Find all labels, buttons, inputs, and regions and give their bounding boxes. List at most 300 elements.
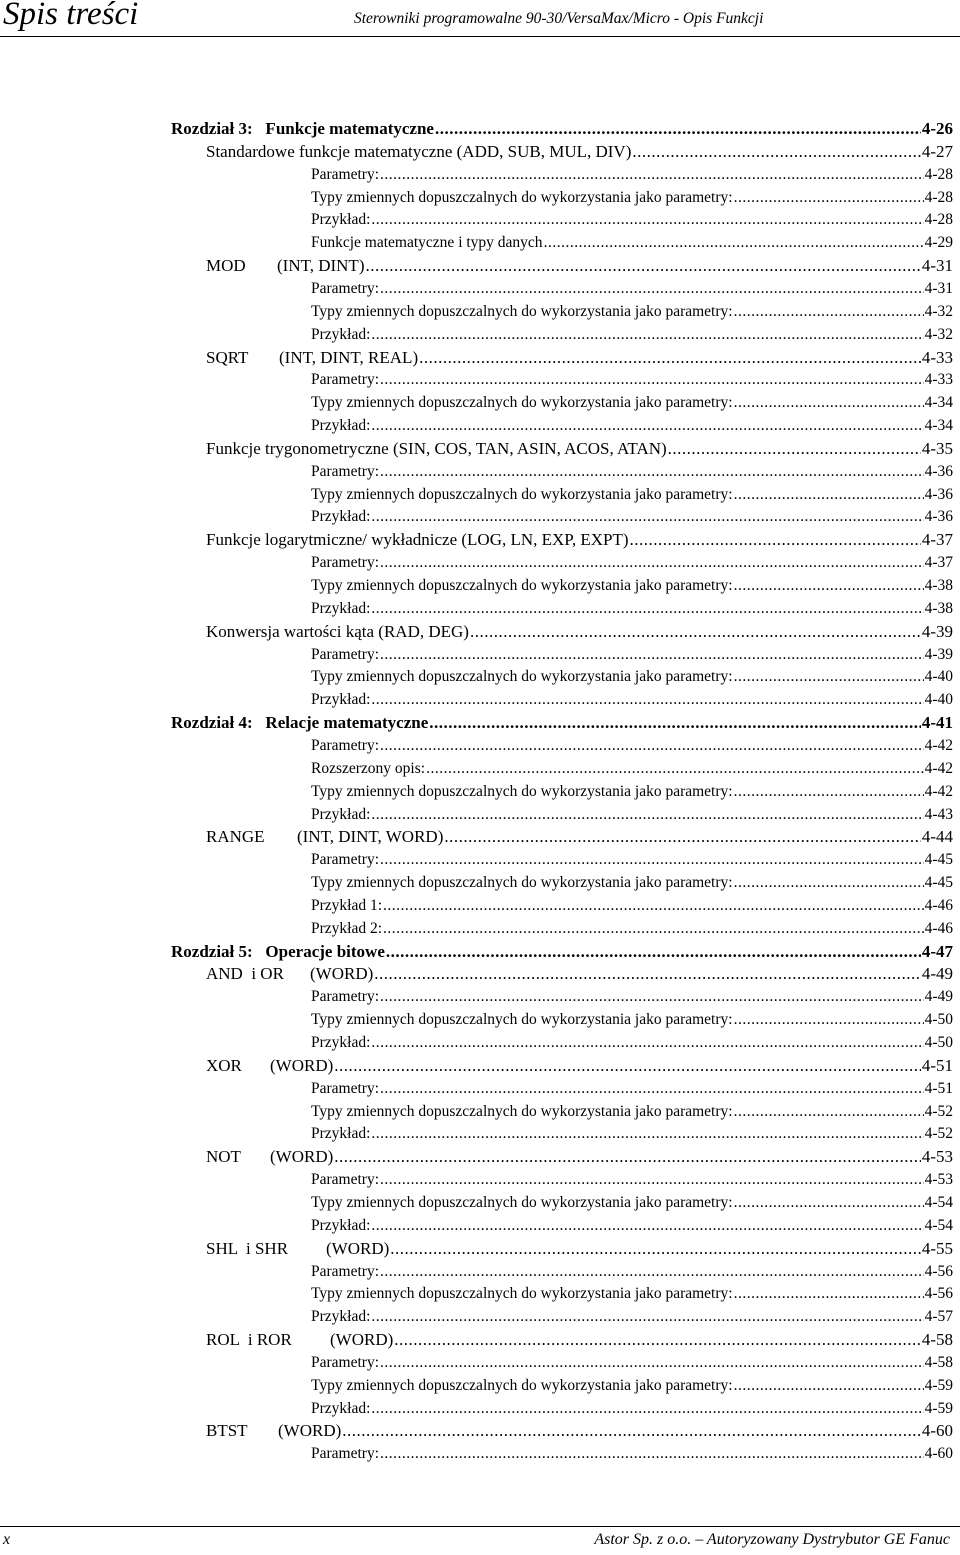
toc-entry-label xyxy=(311,1215,370,1237)
toc-page-number: 4-47 xyxy=(921,941,953,961)
toc-subsection-entry[interactable] xyxy=(311,506,953,528)
toc-subsection-entry[interactable] xyxy=(311,301,953,323)
toc-page-number: 4-27 xyxy=(921,141,953,161)
toc-subsection-entry[interactable] xyxy=(311,849,953,871)
toc-entry-label xyxy=(206,1238,389,1260)
dot-leader xyxy=(371,1032,923,1054)
toc-entry-label xyxy=(311,415,370,437)
dot-leader xyxy=(544,232,924,254)
dot-leader xyxy=(734,575,924,597)
dot-leader xyxy=(630,529,921,551)
footer-divider xyxy=(0,1526,960,1527)
dot-leader xyxy=(380,164,924,186)
toc-entry-text: Typy zmiennych dopuszczalnych do wykorzystania jako parametry: xyxy=(311,394,733,412)
toc-page-number: 4-28 xyxy=(924,165,953,183)
toc-subsection-entry[interactable] xyxy=(311,1101,953,1123)
toc-subsection-entry[interactable] xyxy=(311,735,953,757)
toc-entry-label xyxy=(311,209,370,231)
dot-leader xyxy=(371,1306,923,1328)
toc-entry-label xyxy=(206,141,631,163)
toc-page-number: 4-51 xyxy=(924,1079,953,1097)
toc-entry-label xyxy=(206,621,469,643)
toc-entry-label xyxy=(311,1123,370,1145)
toc-page-number: 4-36 xyxy=(924,462,953,480)
toc-entry-text: Rozdział 3: Funkcje matematyczne xyxy=(171,119,434,138)
toc-page-number: 4-32 xyxy=(924,302,953,320)
toc-section-entry[interactable] xyxy=(206,529,953,551)
toc-page-number: 4-31 xyxy=(924,279,953,297)
toc-entry-label xyxy=(311,301,733,323)
toc-subsection-entry[interactable] xyxy=(311,1306,953,1328)
toc-entry-text: Parametry: xyxy=(311,1079,380,1097)
toc-subsection-entry[interactable] xyxy=(311,461,953,483)
toc-entry-text: Parametry: xyxy=(311,736,380,754)
dot-leader xyxy=(734,1192,924,1214)
dot-leader xyxy=(380,1443,924,1465)
dot-leader xyxy=(435,118,921,140)
toc-entry-label xyxy=(311,1101,733,1123)
toc-entry-label xyxy=(311,1398,370,1420)
dot-leader xyxy=(371,1398,923,1420)
toc-page-number: 4-57 xyxy=(924,1308,953,1326)
toc-entry-label xyxy=(311,666,733,688)
toc-page-number: 4-59 xyxy=(924,1376,953,1394)
toc-subsection-entry[interactable] xyxy=(311,575,953,597)
toc-entry-label xyxy=(311,164,379,186)
dot-leader xyxy=(371,1215,923,1237)
toc-entry-label xyxy=(311,232,543,254)
dot-leader xyxy=(380,735,924,757)
dot-leader xyxy=(734,301,924,323)
toc-subsection-entry[interactable] xyxy=(311,1398,953,1420)
toc-subsection-entry[interactable] xyxy=(311,895,953,917)
toc-entry-label xyxy=(311,735,379,757)
dot-leader xyxy=(380,1078,924,1100)
toc-subsection-entry[interactable] xyxy=(311,415,953,437)
dot-leader xyxy=(734,1101,924,1123)
toc-page-number: 4-53 xyxy=(921,1147,953,1167)
toc-entry-text: Typy zmiennych dopuszczalnych do wykorzystania jako parametry: xyxy=(311,782,733,800)
dot-leader xyxy=(371,689,923,711)
toc-page-number: 4-56 xyxy=(924,1262,953,1280)
dot-leader xyxy=(734,1009,924,1031)
toc-entry-label xyxy=(311,1306,370,1328)
toc-entry-text: Parametry: xyxy=(311,988,380,1006)
dot-leader xyxy=(429,712,921,734)
toc-page-number: 4-54 xyxy=(924,1216,953,1234)
toc-entry-label xyxy=(206,438,667,460)
toc-entry-text: Przykład: xyxy=(311,1399,371,1417)
toc-section-entry[interactable] xyxy=(206,141,953,163)
toc-entry-text: (WORD) xyxy=(270,1055,334,1075)
toc-section-entry[interactable] xyxy=(206,963,953,985)
toc-section-entry[interactable] xyxy=(206,1420,953,1442)
dot-leader xyxy=(380,461,924,483)
toc-subsection-entry[interactable] xyxy=(311,1283,953,1305)
toc-page-number: 4-56 xyxy=(924,1285,953,1303)
toc-entry-label xyxy=(311,461,379,483)
toc-entry-label xyxy=(311,644,379,666)
toc-entry-text: Parametry: xyxy=(311,1353,380,1371)
toc-entry-text: Przykład: xyxy=(311,1125,371,1143)
toc-entry-label xyxy=(206,347,418,369)
toc-entry-text: Parametry: xyxy=(311,1445,380,1463)
toc-entry-text: Parametry: xyxy=(311,165,380,183)
toc-entry-text: (INT, DINT, REAL) xyxy=(279,347,419,367)
toc-subsection-entry[interactable] xyxy=(311,369,953,391)
dot-leader xyxy=(419,347,921,369)
toc-section-entry[interactable] xyxy=(206,621,953,643)
toc-entry-text: Typy zmiennych dopuszczalnych do wykorzystania jako parametry: xyxy=(311,577,733,594)
dot-leader xyxy=(668,438,921,460)
toc-subsection-entry[interactable] xyxy=(311,209,953,231)
toc-entry-label xyxy=(311,849,379,871)
toc-section-entry[interactable] xyxy=(206,826,953,848)
toc-entry-text: Przykład: xyxy=(311,325,371,343)
dot-leader xyxy=(632,141,920,163)
toc-subsection-entry[interactable] xyxy=(311,278,953,300)
dot-leader xyxy=(386,941,921,963)
toc-entry-text: (INT, DINT, WORD) xyxy=(297,827,444,847)
dot-leader xyxy=(383,895,924,917)
toc-entry-text: Standardowe funkcje matematyczne (ADD, SUB, MUL, DIV) xyxy=(206,141,632,161)
toc-entry-text: Parametry: xyxy=(311,371,380,389)
toc-entry-text: Przykład: xyxy=(311,599,371,617)
toc-entry-text: Konwersja wartości kąta (RAD, DEG) xyxy=(206,621,469,641)
toc-subsection-entry[interactable] xyxy=(311,232,953,254)
toc-entry-text: Rozszerzony opis: xyxy=(311,759,426,777)
toc-entry-text: Typy zmiennych dopuszczalnych do wykorzystania jako parametry: xyxy=(311,1285,733,1303)
toc-page-number: 4-59 xyxy=(924,1399,953,1417)
toc-entry-text: Przykład: xyxy=(311,1308,371,1326)
toc-page-number: 4-38 xyxy=(924,577,953,594)
toc-page-number: 4-60 xyxy=(924,1445,953,1463)
toc-entry-text: Funkcje logarytmiczne/ wykładnicze (LOG, LN, EXP, EXPT) xyxy=(206,530,629,550)
toc-page-number: 4-49 xyxy=(921,964,953,984)
header-divider xyxy=(0,36,960,37)
toc-page-number: 4-29 xyxy=(924,234,953,252)
toc-page-number: 4-34 xyxy=(924,417,953,435)
footer-page-number: x xyxy=(3,1531,11,1548)
toc-subsection-entry[interactable] xyxy=(311,598,953,620)
toc-entry-text: Przykład: xyxy=(311,417,371,435)
toc-entry-code: NOT xyxy=(206,1147,241,1167)
toc-entry-text: Parametry: xyxy=(311,851,380,869)
dot-leader xyxy=(371,804,923,826)
toc-entry-code: BTST xyxy=(206,1421,248,1441)
dot-leader xyxy=(380,1352,924,1374)
toc-entry-label xyxy=(206,529,629,551)
toc-entry-label xyxy=(171,941,385,963)
toc-entry-label xyxy=(311,1032,370,1054)
dot-leader xyxy=(390,1238,921,1260)
toc-subsection-entry[interactable] xyxy=(311,1078,953,1100)
dot-leader xyxy=(380,986,924,1008)
toc-entry-text: Funkcje matematyczne i typy danych xyxy=(311,234,543,252)
toc-page-number: 4-40 xyxy=(924,668,953,686)
toc-entry-label xyxy=(311,598,370,620)
toc-entry-text: Typy zmiennych dopuszczalnych do wykorzystania jako parametry: xyxy=(311,1376,733,1394)
toc-entry-label xyxy=(311,1283,733,1305)
dot-leader xyxy=(371,209,923,231)
toc-entry-text: Funkcje trygonometryczne (SIN, COS, TAN, ASIN, ACOS, ATAN) xyxy=(206,438,667,458)
dot-leader xyxy=(371,415,923,437)
dot-leader xyxy=(371,506,923,528)
page-title: Spis treści xyxy=(3,0,139,32)
toc-page-number: 4-41 xyxy=(921,713,953,733)
toc-entry-label xyxy=(311,484,733,506)
dot-leader xyxy=(371,1123,923,1145)
toc-page-number: 4-46 xyxy=(924,919,953,937)
toc-entry-label xyxy=(311,278,379,300)
dot-leader xyxy=(380,552,924,574)
toc-entry-code: XOR xyxy=(206,1055,242,1075)
toc-subsection-entry[interactable] xyxy=(311,804,953,826)
toc-entry-text: Przykład: xyxy=(311,805,371,823)
toc-section-entry[interactable] xyxy=(206,438,953,460)
toc-page-number: 4-50 xyxy=(924,1034,953,1051)
toc-entry-text: Typy zmiennych dopuszczalnych do wykorzystania jako parametry: xyxy=(311,485,733,503)
dot-leader xyxy=(734,484,924,506)
toc-page-number: 4-37 xyxy=(921,530,953,550)
toc-subsection-entry[interactable] xyxy=(311,986,953,1008)
toc-page-number: 4-37 xyxy=(924,554,953,572)
toc-page-number: 4-40 xyxy=(924,691,953,709)
dot-leader xyxy=(734,392,924,414)
toc-entry-label xyxy=(311,575,733,597)
dot-leader xyxy=(374,963,921,985)
dot-leader xyxy=(334,1055,921,1077)
dot-leader xyxy=(734,872,924,894)
toc-subsection-entry[interactable] xyxy=(311,187,953,209)
toc-entry-text: Przykład 2: xyxy=(311,919,383,937)
toc-subsection-entry[interactable] xyxy=(311,1215,953,1237)
toc-subsection-entry[interactable] xyxy=(311,1352,953,1374)
toc-page-number: 4-54 xyxy=(924,1193,953,1211)
toc-entry-text: (WORD) xyxy=(270,1147,334,1167)
toc-entry-text: Przykład: xyxy=(311,1034,371,1051)
toc-page-number: 4-42 xyxy=(924,782,953,800)
toc-entry-text: Przykład: xyxy=(311,691,371,709)
toc-entry-text: Typy zmiennych dopuszczalnych do wykorzystania jako parametry: xyxy=(311,1102,733,1120)
toc-page-number: 4-49 xyxy=(924,988,953,1006)
toc-chapter-entry[interactable] xyxy=(171,118,953,140)
dot-leader xyxy=(380,644,924,666)
toc-entry-label xyxy=(206,1420,341,1442)
toc-entry-label xyxy=(311,1443,379,1465)
toc-entry-label xyxy=(206,255,364,277)
toc-entry-text: (WORD) xyxy=(330,1330,394,1350)
toc-page-number: 4-60 xyxy=(921,1421,953,1441)
toc-entry-text: Parametry: xyxy=(311,462,380,480)
toc-entry-label xyxy=(311,1261,379,1283)
dot-leader xyxy=(380,1261,924,1283)
dot-leader xyxy=(734,781,924,803)
toc-entry-code: SHL i SHR xyxy=(206,1238,289,1258)
toc-entry-text: Przykład: xyxy=(311,211,371,229)
toc-entry-code: RANGE xyxy=(206,827,265,847)
toc-entry-label xyxy=(311,781,733,803)
toc-subsection-entry[interactable] xyxy=(311,644,953,666)
toc-entry-label xyxy=(311,895,382,917)
toc-page-number: 4-52 xyxy=(924,1102,953,1120)
toc-entry-text: Przykład 1: xyxy=(311,896,383,914)
toc-entry-label xyxy=(311,986,379,1008)
toc-subsection-entry[interactable] xyxy=(311,1443,953,1465)
toc-entry-text: Parametry: xyxy=(311,279,380,297)
toc-page-number: 4-34 xyxy=(924,394,953,412)
toc-page-number: 4-31 xyxy=(921,256,953,276)
toc-subsection-entry[interactable] xyxy=(311,164,953,186)
toc-section-entry[interactable] xyxy=(206,347,953,369)
toc-entry-text: Przykład: xyxy=(311,508,371,526)
toc-entry-label xyxy=(311,369,379,391)
toc-entry-label xyxy=(311,872,733,894)
toc-page-number: 4-36 xyxy=(924,508,953,526)
toc-subsection-entry[interactable] xyxy=(311,1009,953,1031)
dot-leader xyxy=(383,918,924,940)
toc-page-number: 4-42 xyxy=(924,759,953,777)
toc-entry-code: SQRT xyxy=(206,347,249,367)
dot-leader xyxy=(734,187,924,209)
toc-page-number: 4-32 xyxy=(924,325,953,343)
dot-leader xyxy=(380,369,924,391)
toc-entry-text: Parametry: xyxy=(311,645,380,663)
toc-entry-text: Parametry: xyxy=(311,1171,380,1189)
toc-entry-label xyxy=(206,963,373,985)
toc-subsection-entry[interactable] xyxy=(311,689,953,711)
toc-entry-label xyxy=(171,712,428,734)
toc-entry-label xyxy=(311,1352,379,1374)
toc-entry-text: Parametry: xyxy=(311,1262,380,1280)
toc-entry-label xyxy=(311,1078,379,1100)
toc-entry-text: (INT, DINT) xyxy=(277,256,365,276)
dot-leader xyxy=(334,1146,921,1168)
dot-leader xyxy=(426,758,924,780)
dot-leader xyxy=(371,598,923,620)
toc-subsection-entry[interactable] xyxy=(311,666,953,688)
toc-page-number: 4-43 xyxy=(924,805,953,823)
toc-page-number: 4-50 xyxy=(924,1011,953,1029)
document-subtitle: Sterowniki programowalne 90-30/VersaMax/Micro - Opis Funkcji xyxy=(354,10,764,27)
toc-page-number: 4-33 xyxy=(921,347,953,367)
toc-page-number: 4-58 xyxy=(924,1353,953,1371)
toc-entry-label xyxy=(206,1055,333,1077)
toc-subsection-entry[interactable] xyxy=(311,1192,953,1214)
toc-subsection-entry[interactable] xyxy=(311,1169,953,1191)
dot-leader xyxy=(470,621,921,643)
toc-subsection-entry[interactable] xyxy=(311,552,953,574)
dot-leader xyxy=(394,1329,921,1351)
toc-page-number: 4-55 xyxy=(921,1238,953,1258)
toc-page-number: 4-58 xyxy=(921,1330,953,1350)
dot-leader xyxy=(734,1375,924,1397)
dot-leader xyxy=(444,826,920,848)
toc-section-entry[interactable] xyxy=(206,1146,953,1168)
toc-entry-label xyxy=(206,1146,333,1168)
toc-entry-text: Typy zmiennych dopuszczalnych do wykorzystania jako parametry: xyxy=(311,302,733,320)
toc-entry-label xyxy=(171,118,434,140)
toc-chapter-entry[interactable] xyxy=(171,941,953,963)
toc-page-number: 4-46 xyxy=(924,896,953,914)
toc-entry-label xyxy=(206,1329,393,1351)
toc-entry-label xyxy=(311,324,370,346)
toc-subsection-entry[interactable] xyxy=(311,392,953,414)
toc-entry-text: Parametry: xyxy=(311,554,380,572)
toc-entry-label xyxy=(206,826,443,848)
toc-subsection-entry[interactable] xyxy=(311,781,953,803)
toc-section-entry[interactable] xyxy=(206,1055,953,1077)
toc-subsection-entry[interactable] xyxy=(311,1123,953,1145)
dot-leader xyxy=(380,1169,924,1191)
toc-page-number: 4-44 xyxy=(921,827,953,847)
toc-page-number: 4-28 xyxy=(924,211,953,229)
toc-chapter-entry[interactable] xyxy=(171,712,953,734)
toc-entry-text: (WORD) xyxy=(278,1421,342,1441)
toc-subsection-entry[interactable] xyxy=(311,484,953,506)
toc-entry-text: (WORD) xyxy=(310,964,374,984)
toc-page-number: 4-45 xyxy=(924,874,953,892)
toc-page-number: 4-39 xyxy=(921,621,953,641)
toc-entry-label xyxy=(311,1192,733,1214)
toc-subsection-entry[interactable] xyxy=(311,918,953,940)
toc-subsection-entry[interactable] xyxy=(311,1261,953,1283)
footer-company: Astor Sp. z o.o. – Autoryzowany Dystrybutor GE Fanuc xyxy=(594,1531,950,1548)
page-header xyxy=(0,0,960,40)
toc-entry-label xyxy=(311,1375,733,1397)
toc-entry-text: (WORD) xyxy=(326,1238,390,1258)
toc-page-number: 4-45 xyxy=(924,851,953,869)
toc-subsection-entry[interactable] xyxy=(311,324,953,346)
toc-subsection-entry[interactable] xyxy=(311,1032,953,1054)
toc-subsection-entry[interactable] xyxy=(311,872,953,894)
toc-entry-code: ROL i ROR xyxy=(206,1330,292,1350)
toc-page-number: 4-51 xyxy=(921,1055,953,1075)
toc-page-number: 4-52 xyxy=(924,1125,953,1143)
toc-entry-label xyxy=(311,918,382,940)
dot-leader xyxy=(734,1283,924,1305)
toc-page-number: 4-39 xyxy=(924,645,953,663)
toc-page-number: 4-36 xyxy=(924,485,953,503)
toc-entry-label xyxy=(311,392,733,414)
toc-entry-label xyxy=(311,804,370,826)
toc-page-number: 4-26 xyxy=(921,119,953,138)
dot-leader xyxy=(734,666,924,688)
toc-entry-text: Rozdział 4: Relacje matematyczne xyxy=(171,713,429,733)
dot-leader xyxy=(380,849,924,871)
toc-subsection-entry[interactable] xyxy=(311,758,953,780)
toc-page-number: 4-28 xyxy=(924,188,953,206)
toc-section-entry[interactable] xyxy=(206,1329,953,1351)
toc-section-entry[interactable] xyxy=(206,1238,953,1260)
toc-entry-text: Typy zmiennych dopuszczalnych do wykorzystania jako parametry: xyxy=(311,668,733,686)
dot-leader xyxy=(342,1420,921,1442)
toc-section-entry[interactable] xyxy=(206,255,953,277)
toc-entry-label xyxy=(311,552,379,574)
toc-subsection-entry[interactable] xyxy=(311,1375,953,1397)
toc-entry-code: AND i OR xyxy=(206,964,284,984)
toc-page-number: 4-38 xyxy=(924,599,953,617)
toc-entry-text: Typy zmiennych dopuszczalnych do wykorzystania jako parametry: xyxy=(311,874,733,892)
toc-entry-label xyxy=(311,1169,379,1191)
toc-entry-code: MOD xyxy=(206,256,246,276)
toc-page-number: 4-35 xyxy=(921,438,953,458)
toc-entry-text: Typy zmiennych dopuszczalnych do wykorzystania jako parametry: xyxy=(311,1193,733,1211)
toc-page-number: 4-53 xyxy=(924,1171,953,1189)
dot-leader xyxy=(380,278,924,300)
dot-leader xyxy=(365,255,920,277)
toc-entry-label xyxy=(311,1009,733,1031)
